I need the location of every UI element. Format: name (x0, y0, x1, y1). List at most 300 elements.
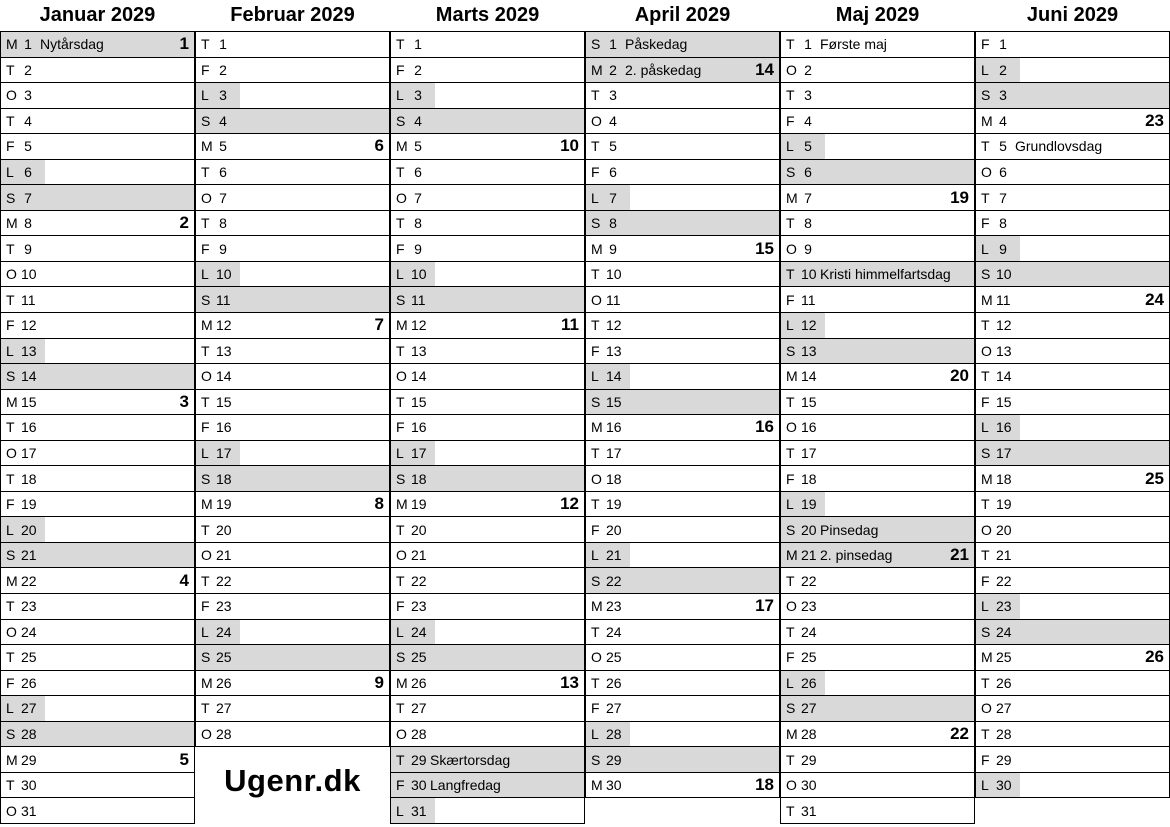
day-number: 25 (411, 649, 427, 666)
weekday-letter: M (201, 138, 213, 155)
day-row (391, 594, 584, 620)
weekday-letter: F (396, 240, 405, 257)
day-number: 21 (21, 547, 37, 564)
weekday-letter: T (591, 138, 600, 155)
day-number: 22 (801, 572, 817, 589)
day-row (586, 492, 779, 518)
weekday-letter: O (591, 112, 602, 129)
day-row (391, 185, 584, 211)
weekday-letter: T (396, 164, 405, 180)
weekday-letter: F (396, 777, 405, 794)
weekday-letter: L (201, 87, 209, 104)
day-number: 8 (414, 215, 422, 232)
day-row (781, 671, 974, 697)
day-row (586, 620, 779, 646)
day-row (391, 696, 584, 722)
day-number: 6 (24, 164, 32, 180)
weekday-letter: T (201, 700, 210, 717)
day-row (586, 83, 779, 109)
week-number: 9 (374, 672, 384, 692)
day-number: 27 (996, 700, 1012, 717)
day-number: 6 (609, 164, 617, 180)
weekday-letter: S (981, 266, 991, 283)
day-number: 20 (216, 521, 232, 538)
weekday-letter: S (591, 572, 601, 589)
weekday-letter: L (201, 445, 209, 462)
weekday-letter: L (591, 189, 599, 206)
weekday-letter: F (591, 700, 600, 717)
day-number: 2 (999, 61, 1007, 78)
weekday-letter: T (981, 726, 990, 743)
weekday-letter: T (786, 393, 795, 410)
day-row (781, 441, 974, 467)
day-row (1, 211, 194, 237)
weekday-letter: F (6, 674, 15, 691)
day-number: 16 (996, 419, 1012, 436)
weekday-letter: L (786, 496, 794, 513)
day-row (976, 185, 1169, 211)
weekday-letter: F (201, 240, 210, 257)
week-number: 12 (560, 494, 579, 514)
weekday-letter: O (396, 547, 407, 564)
day-row (196, 134, 389, 160)
day-number: 11 (996, 291, 1011, 308)
day-number: 8 (24, 215, 32, 232)
day-row (976, 696, 1169, 722)
day-row (781, 747, 974, 773)
day-number: 14 (996, 368, 1012, 385)
day-row (781, 568, 974, 594)
day-row (196, 364, 389, 390)
day-row (1, 568, 194, 594)
holiday-label: Langfredag (430, 777, 501, 794)
day-number: 21 (996, 547, 1012, 564)
weekday-letter: F (396, 419, 405, 436)
day-row (586, 134, 779, 160)
day-number: 16 (216, 419, 232, 436)
day-number: 24 (801, 623, 817, 640)
day-row (781, 32, 974, 58)
day-row (196, 236, 389, 262)
day-row (1, 134, 194, 160)
day-number: 5 (414, 138, 422, 155)
day-number: 24 (996, 623, 1012, 640)
day-row (196, 517, 389, 543)
day-row (1, 83, 194, 109)
day-row (391, 747, 584, 773)
weekday-letter: F (201, 419, 210, 436)
month-column (0, 0, 195, 824)
day-number: 27 (411, 700, 427, 717)
weekday-letter: M (6, 751, 18, 768)
day-row (586, 415, 779, 441)
month-body (195, 31, 390, 747)
day-number: 18 (216, 470, 232, 487)
day-row (1, 543, 194, 569)
weekday-letter: O (6, 266, 17, 283)
day-number: 13 (216, 342, 232, 359)
month-body (975, 31, 1170, 798)
day-row (1, 313, 194, 339)
day-number: 30 (411, 777, 427, 794)
day-row (976, 620, 1169, 646)
weekday-letter: T (591, 623, 600, 640)
day-number: 11 (21, 291, 36, 308)
weekday-letter: M (786, 368, 798, 385)
day-number: 17 (996, 445, 1012, 462)
weekday-letter: T (786, 215, 795, 232)
weekday-letter: T (786, 87, 795, 104)
weekday-letter: T (396, 572, 405, 589)
day-row (391, 671, 584, 697)
weekday-letter: L (786, 674, 794, 691)
weekday-letter: L (981, 240, 989, 257)
weekday-letter: L (6, 342, 14, 359)
week-number: 14 (755, 59, 774, 79)
weekday-letter: L (786, 317, 794, 334)
day-number: 24 (411, 623, 427, 640)
day-number: 23 (996, 598, 1012, 615)
day-row (391, 287, 584, 313)
weekday-letter: S (981, 445, 991, 462)
day-row (976, 160, 1169, 186)
day-number: 12 (996, 317, 1012, 334)
day-row (586, 211, 779, 237)
weekday-letter: O (396, 189, 407, 206)
weekday-letter: M (786, 189, 798, 206)
day-row (586, 339, 779, 365)
weekday-letter: F (6, 138, 15, 155)
day-row (196, 211, 389, 237)
day-number: 28 (21, 726, 37, 743)
weekday-letter: T (6, 419, 15, 436)
weekday-letter: S (786, 700, 796, 717)
week-number: 1 (179, 34, 189, 54)
week-number: 2 (179, 213, 189, 233)
weekday-letter: L (396, 623, 404, 640)
weekday-letter: T (786, 36, 795, 53)
day-number: 13 (801, 342, 817, 359)
weekday-letter: M (201, 317, 213, 334)
weekday-letter: S (396, 112, 406, 129)
day-row (1, 185, 194, 211)
day-row (586, 568, 779, 594)
weekday-letter: L (981, 419, 989, 436)
weekday-letter: S (981, 87, 991, 104)
day-row (976, 517, 1169, 543)
holiday-label: Pinsedag (820, 521, 879, 538)
weekday-letter: L (6, 700, 14, 717)
day-number: 10 (606, 266, 622, 283)
weekday-letter: O (981, 700, 992, 717)
day-number: 17 (801, 445, 817, 462)
day-number: 30 (606, 777, 622, 794)
weekday-letter: M (591, 61, 603, 78)
day-row (196, 287, 389, 313)
day-number: 19 (21, 496, 37, 513)
day-number: 1 (804, 36, 812, 53)
day-row (976, 492, 1169, 518)
day-number: 3 (219, 87, 227, 104)
weekday-letter: T (201, 393, 210, 410)
day-row (781, 620, 974, 646)
day-row (1, 339, 194, 365)
weekday-letter: F (591, 342, 600, 359)
day-number: 3 (414, 87, 422, 104)
day-number: 2 (804, 61, 812, 78)
day-row (586, 466, 779, 492)
day-row (976, 211, 1169, 237)
day-number: 5 (219, 138, 227, 155)
day-number: 1 (24, 36, 32, 53)
day-number: 1 (219, 36, 227, 53)
day-number: 24 (216, 623, 232, 640)
day-row (391, 364, 584, 390)
day-number: 13 (21, 342, 37, 359)
day-row (391, 773, 584, 799)
day-number: 7 (414, 189, 422, 206)
day-row (1, 262, 194, 288)
day-row (586, 517, 779, 543)
day-number: 18 (411, 470, 427, 487)
weekday-letter: O (6, 445, 17, 462)
weekday-letter: L (6, 521, 14, 538)
weekday-letter: F (591, 164, 600, 180)
day-row (196, 696, 389, 722)
day-number: 25 (996, 649, 1012, 666)
day-number: 29 (801, 751, 817, 768)
weekday-letter: M (981, 649, 993, 666)
day-number: 4 (414, 112, 422, 129)
day-number: 17 (606, 445, 622, 462)
weekday-letter: O (396, 368, 407, 385)
day-number: 28 (411, 726, 427, 743)
day-row (781, 645, 974, 671)
day-number: 29 (996, 751, 1012, 768)
day-number: 28 (216, 726, 232, 743)
day-row (391, 517, 584, 543)
day-number: 22 (996, 572, 1012, 589)
week-number: 20 (950, 366, 969, 386)
day-number: 25 (801, 649, 817, 666)
day-number: 11 (801, 291, 816, 308)
weekday-letter: L (591, 726, 599, 743)
weekday-letter: M (201, 674, 213, 691)
weekday-letter: T (396, 393, 405, 410)
day-number: 10 (21, 266, 37, 283)
day-row (586, 722, 779, 748)
day-row (976, 543, 1169, 569)
weekday-letter: L (591, 368, 599, 385)
day-row (781, 109, 974, 135)
weekday-letter: T (981, 317, 990, 334)
weekday-letter: F (6, 317, 15, 334)
day-row (391, 390, 584, 416)
weekday-letter: S (201, 649, 211, 666)
weekday-letter: O (6, 87, 17, 104)
day-row (976, 83, 1169, 109)
month-title: Februar 2029 (230, 4, 355, 26)
weekday-letter: M (396, 138, 408, 155)
day-number: 29 (411, 751, 427, 768)
day-row (781, 58, 974, 84)
day-row (391, 160, 584, 186)
month-title: Maj 2029 (835, 4, 920, 26)
day-row (586, 262, 779, 288)
day-row (391, 620, 584, 646)
week-number: 22 (950, 724, 969, 744)
day-row (586, 32, 779, 58)
day-number: 20 (411, 521, 427, 538)
day-number: 13 (411, 342, 427, 359)
month-title: Januar 2029 (39, 4, 156, 26)
weekday-letter: O (6, 802, 17, 819)
weekday-letter: L (396, 87, 404, 104)
day-row (976, 390, 1169, 416)
weekday-letter: T (786, 802, 795, 819)
weekday-letter: T (396, 342, 405, 359)
weekday-letter: T (591, 445, 600, 462)
day-number: 28 (606, 726, 622, 743)
day-row (586, 160, 779, 186)
day-row (1, 747, 194, 773)
day-number: 25 (21, 649, 37, 666)
day-row (781, 364, 974, 390)
day-row (196, 671, 389, 697)
week-number: 5 (179, 749, 189, 769)
weekday-letter: T (786, 623, 795, 640)
day-row (196, 620, 389, 646)
day-row (391, 722, 584, 748)
day-number: 6 (414, 164, 422, 180)
weekday-letter: T (981, 189, 990, 206)
day-row (196, 722, 389, 748)
day-row (976, 58, 1169, 84)
day-number: 2 (609, 61, 617, 78)
weekday-letter: S (396, 649, 406, 666)
week-number: 15 (755, 238, 774, 258)
day-row (196, 262, 389, 288)
day-number: 19 (606, 496, 622, 513)
week-number: 10 (560, 136, 579, 156)
day-number: 26 (216, 674, 232, 691)
weekday-letter: L (786, 138, 794, 155)
day-number: 23 (411, 598, 427, 615)
day-number: 6 (219, 164, 227, 180)
weekday-letter: L (201, 623, 209, 640)
day-row (1, 492, 194, 518)
day-number: 12 (606, 317, 622, 334)
weekday-letter: T (201, 521, 210, 538)
day-number: 3 (24, 87, 32, 104)
day-number: 29 (606, 751, 622, 768)
weekday-letter: F (201, 61, 210, 78)
day-number: 28 (801, 726, 817, 743)
day-row (586, 645, 779, 671)
day-number: 23 (606, 598, 622, 615)
day-number: 3 (609, 87, 617, 104)
day-number: 26 (411, 674, 427, 691)
weekday-letter: T (591, 496, 600, 513)
day-row (781, 211, 974, 237)
holiday-label: Første maj (820, 36, 887, 53)
day-row (781, 287, 974, 313)
day-number: 2 (414, 61, 422, 78)
day-row (781, 517, 974, 543)
day-number: 3 (999, 87, 1007, 104)
week-number: 16 (755, 417, 774, 437)
day-row (976, 722, 1169, 748)
day-number: 1 (414, 36, 422, 53)
weekday-letter: S (786, 164, 796, 180)
day-number: 22 (411, 572, 427, 589)
day-number: 21 (411, 547, 427, 564)
day-number: 10 (411, 266, 427, 283)
weekday-letter: T (201, 342, 210, 359)
day-number: 17 (21, 445, 37, 462)
weekday-letter: M (6, 393, 18, 410)
weekday-letter: S (201, 112, 211, 129)
month-body (585, 31, 780, 798)
weekday-letter: T (6, 61, 15, 78)
day-row (1, 696, 194, 722)
day-row (976, 287, 1169, 313)
day-number: 14 (21, 368, 37, 385)
day-number: 22 (606, 572, 622, 589)
month-column (195, 0, 390, 824)
day-number: 20 (21, 521, 37, 538)
day-row (781, 236, 974, 262)
weekday-letter: T (591, 266, 600, 283)
day-number: 6 (999, 164, 1007, 180)
day-row (781, 492, 974, 518)
day-row (781, 160, 974, 186)
day-row (781, 339, 974, 365)
day-row (391, 83, 584, 109)
week-number: 7 (374, 315, 384, 335)
day-row (391, 441, 584, 467)
weekday-letter: T (981, 674, 990, 691)
day-row (391, 798, 584, 824)
weekday-letter: O (786, 419, 797, 436)
weekday-letter: O (201, 547, 212, 564)
day-row (976, 262, 1169, 288)
day-row (196, 109, 389, 135)
weekday-letter: T (396, 700, 405, 717)
month-body (390, 31, 585, 824)
day-number: 20 (606, 521, 622, 538)
day-number: 20 (801, 521, 817, 538)
day-row (391, 339, 584, 365)
day-row (196, 441, 389, 467)
weekday-letter: T (396, 751, 405, 768)
day-number: 4 (219, 112, 227, 129)
weekday-letter: O (786, 240, 797, 257)
day-row (196, 83, 389, 109)
weekday-letter: T (201, 215, 210, 232)
weekday-letter: T (396, 36, 405, 53)
day-number: 26 (21, 674, 37, 691)
day-number: 21 (216, 547, 232, 564)
weekday-letter: O (786, 61, 797, 78)
weekday-letter: O (981, 342, 992, 359)
day-row (1, 722, 194, 748)
weekday-letter: O (201, 726, 212, 743)
day-number: 11 (216, 291, 231, 308)
day-number: 9 (609, 240, 617, 257)
day-row (1, 415, 194, 441)
day-number: 16 (606, 419, 622, 436)
